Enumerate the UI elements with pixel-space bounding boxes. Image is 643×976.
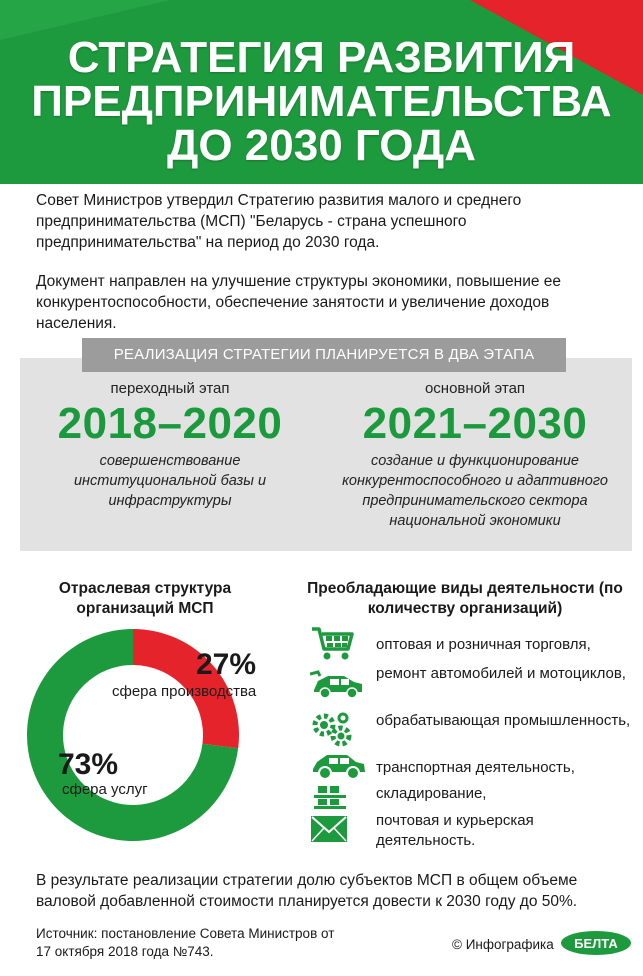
activity-manufacturing: обрабатывающая промышленность, xyxy=(376,712,631,729)
title-line-2: ПРЕДПРИНИМАТЕЛЬСТВА xyxy=(31,77,612,126)
result-paragraph: В результате реализации стратегии долю субъектов МСП в общем объеме валовой добавленной стоимости планируется довести к 2030 году до 50%. xyxy=(36,872,578,910)
stage-transitional xyxy=(40,380,300,511)
production-percent: 27% xyxy=(196,648,257,681)
stage-2-description: создание и функционирование конкурентоспособного и адаптивного предпринимательского сектора национальной экономики xyxy=(342,453,608,529)
services-percent: 73% xyxy=(58,748,119,781)
activity-trade: оптовая и розничная торговля, xyxy=(376,636,591,653)
car-repair-icon xyxy=(310,670,366,700)
stage-2-years: 2021–2030 xyxy=(362,399,588,448)
shopping-cart-icon xyxy=(310,625,356,661)
car-icon xyxy=(310,751,368,781)
stage-1-years: 2018–2020 xyxy=(57,399,283,448)
stage-2-label: основной этап xyxy=(424,380,526,397)
header-banner xyxy=(0,0,643,184)
activity-repair: ремонт автомобилей и мотоциклов, xyxy=(376,665,626,682)
envelope-icon xyxy=(310,815,348,843)
structure-title: Отраслевая структура организаций МСП xyxy=(58,580,232,617)
stage-main xyxy=(330,380,620,531)
warehouse-pallets-icon xyxy=(310,786,350,810)
intro-paragraph-2: Документ направлен на улучшение структуры экономики, повышение ее конкурентоспособности, обеспечение занятости и увеличение доходов населения. xyxy=(36,273,562,332)
gears-icon xyxy=(310,710,354,748)
stages-banner: РЕАЛИЗАЦИЯ СТРАТЕГИИ ПЛАНИРУЕТСЯ В ДВА ЭТАПА xyxy=(82,338,566,372)
production-label: сфера производства xyxy=(112,683,257,700)
stage-1-description: совершенствование институциональной базы и инфраструктуры xyxy=(73,453,267,509)
activity-postal: почтовая и курьерская деятельность. xyxy=(376,812,534,849)
infographic-credit: © Инфографика xyxy=(452,937,554,952)
title-line-1: СТРАТЕГИЯ РАЗВИТИЯ xyxy=(67,33,576,82)
title-line-3: ДО 2030 ГОДА xyxy=(166,121,477,170)
activities-title: Преобладающие виды деятельности (по количеству организаций) xyxy=(307,580,623,617)
activity-storage: складирование, xyxy=(376,785,487,802)
page-title xyxy=(0,33,643,170)
stage-1-label: переходный этап xyxy=(110,380,230,397)
intro-paragraph-1: Совет Министров утвердил Стратегию развития малого и среднего предпринимательства (МСП) "Беларусь - страна успешного предпринимательства" на период до 2030 года. xyxy=(36,192,522,251)
belta-logo xyxy=(560,930,632,956)
services-label: сфера услуг xyxy=(62,781,148,798)
logo-text: БЕЛТА xyxy=(574,936,618,951)
activity-transport: транспортная деятельность, xyxy=(376,759,575,776)
source-note: Источник: постановление Совета Министров от 17 октября 2018 года №743. xyxy=(36,926,335,959)
